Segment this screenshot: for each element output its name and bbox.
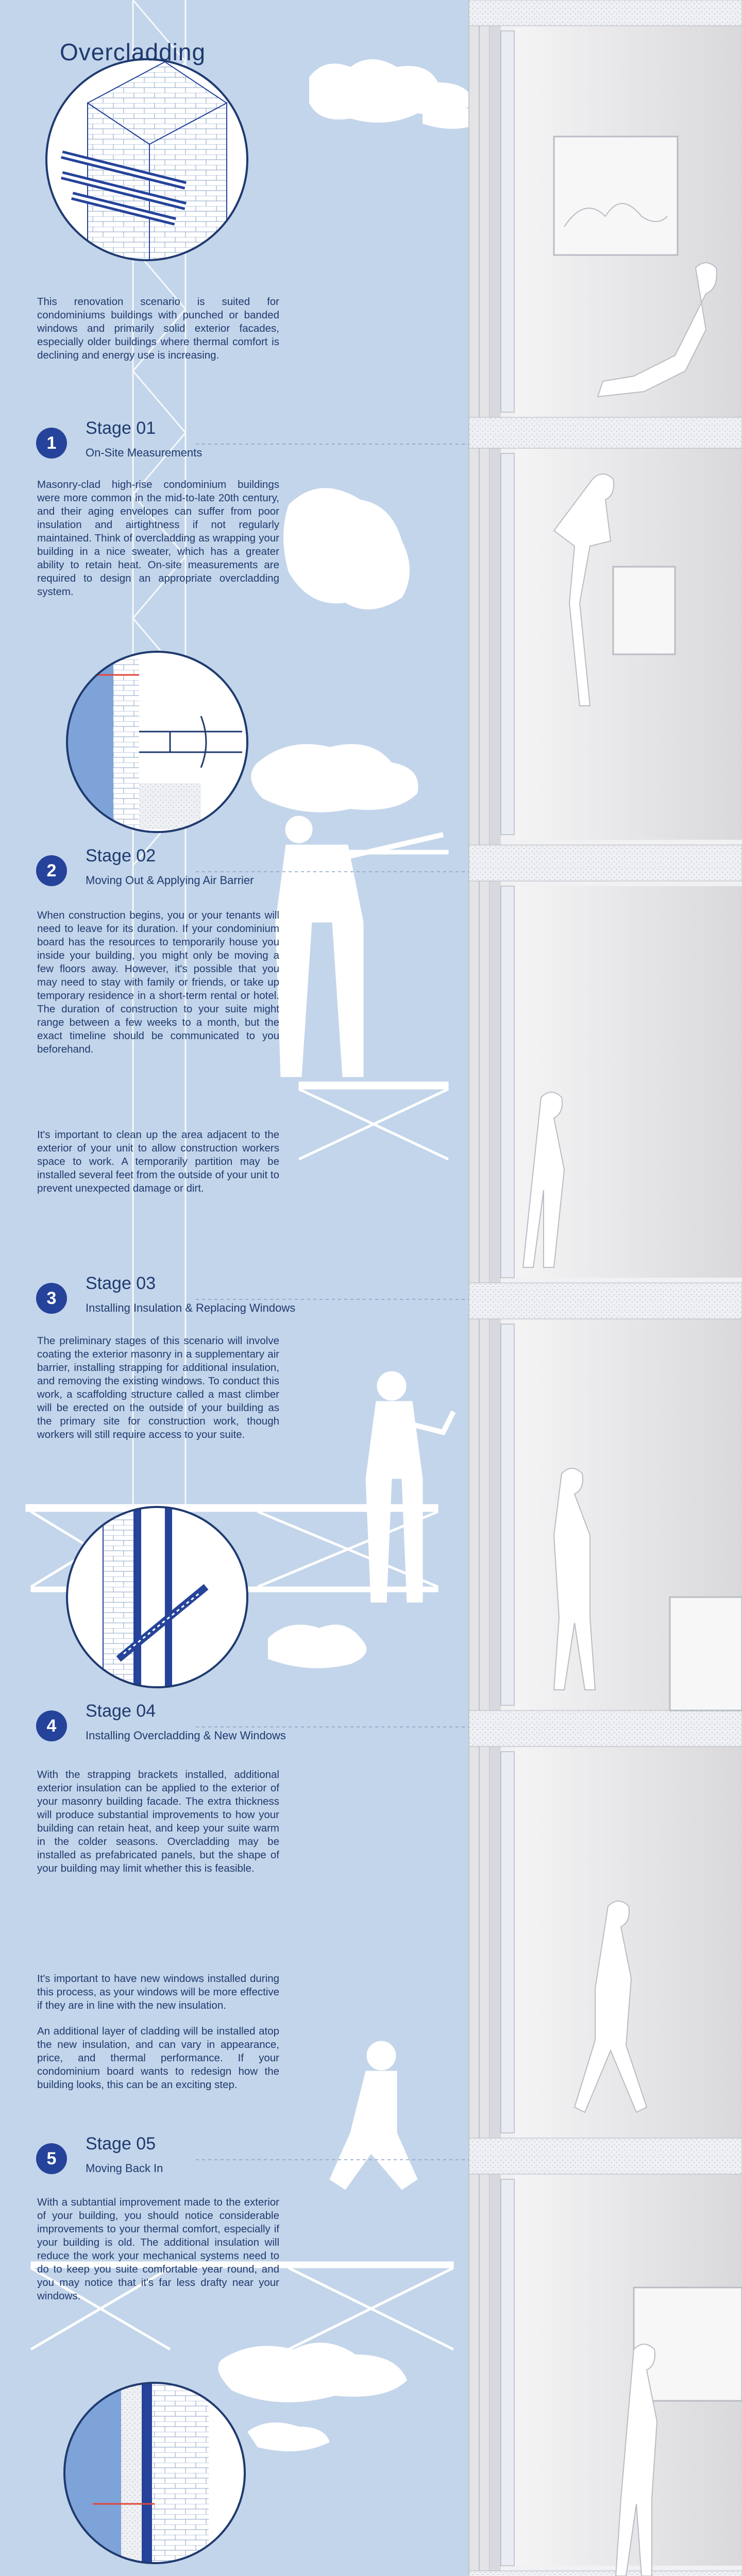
intro-paragraph: This renovation scenario is suited for condominiums buildings with punched or banded windows and primarily solid exterior facades, especially older buildings where thermal comfort is declining and energy use is increasing.: [37, 296, 279, 361]
stage-1-badge: 1: [36, 428, 67, 459]
stage-2-paragraph-1: When construction begins, you or your tenants will need to leave for its duration. If your condominium board has the resources to temporarily house you inside your building, you might only be moving a few floors away. However, it's possible that you may need to stay with family or friends, or take up temporary residence in a short-term rental or hotel. The duration of construction to your suite might range between a few weeks to a month, but the exact timeline should be communicated to you beforehand.: [37, 909, 279, 1055]
stage-1-title: Stage 01: [86, 418, 156, 438]
stage-5-paragraph: With a subtantial improvement made to the exterior of your building, you should notice considerable improvements to your thermal comfort, especially if your building is old. The additional insulation will reduce the work your mechanical systems need to do to keep you suite comfortable year round, and you may notice that it's far less drafty near your windows.: [37, 2196, 279, 2302]
brick-corner-detail-icon: [46, 59, 247, 289]
stage-2-title: Stage 02: [86, 846, 156, 866]
stage-5-subtitle: Moving Back In: [86, 2162, 163, 2175]
stage-4-title: Stage 04: [86, 1701, 156, 1721]
stage-4-paragraph-2: It's important to have new windows installed during this process, as your windows will be more effective if they are in line with the new insulation.: [37, 1973, 279, 2011]
stage-3-subtitle: Installing Insulation & Replacing Windows: [86, 1301, 296, 1314]
stage-3-paragraph: The preliminary stages of this scenario will involve coating the exterior masonry in a supplementary air barrier, installing strapping for additional insulation, and removing the existing windows. To conduct this work, a scaffolding structure called a mast climber will be erected on the outside of your building as the primary site for construction work, though workers will still require access to your suite.: [37, 1335, 279, 1440]
stage-5-title: Stage 05: [86, 2134, 156, 2154]
page-title: Overcladding: [60, 39, 206, 65]
stage-3-badge: 3: [36, 1283, 67, 1314]
stage-2-subtitle: Moving Out & Applying Air Barrier: [86, 874, 254, 887]
stage-1-paragraph: Masonry-clad high-rise condominium buildings were more common in the mid-to-late 20th century, and their aging envelopes can suffer from poor insulation and airtightness if not regularly maintained. Think of overcladding as wrapping your building in a nice sweater, which has a greater ability to retain heat. On-site measurements are required to design an appropriate overcladding system.: [37, 479, 279, 598]
stage-5-badge: 5: [36, 2143, 67, 2174]
stage-4-paragraph-1: With the strapping brackets installed, additional exterior insulation can be applied to the exterior of your masonry building facade. The extra thickness will produce substantial improvements to how your building can retain heat, and keep your suite warm in the colder seasons. Overcladding may be installed as prefabricated panels, but the shape of your building may limit whether this is feasible.: [37, 1769, 279, 1874]
stage-1-subtitle: On-Site Measurements: [86, 446, 203, 459]
clouds: [218, 59, 480, 2451]
stage-2-badge: 2: [36, 855, 67, 886]
cladding-section-detail-icon: [64, 2383, 245, 2563]
stage-4-paragraph-3: An additional layer of cladding will be installed atop the new insulation, and can vary in appearance, price, and thermal performance. If your condominium board wants to redesign how the building looks, this can be an exciting step.: [37, 2025, 279, 2091]
window-section-detail-icon: [67, 652, 247, 832]
stage-3-title: Stage 03: [86, 1274, 156, 1293]
stage-4-subtitle: Installing Overcladding & New Windows: [86, 1729, 286, 1742]
strapping-bracket-detail-icon: [67, 1504, 247, 1690]
stage-2-paragraph-2: It's important to clean up the area adjacent to the exterior of your unit to allow construction workers space to work. A temporarily partition may be installed several feet from the outside of your unit to prevent unexpected damage or dirt.: [37, 1129, 279, 1194]
stage-4-badge: 4: [36, 1710, 67, 1741]
